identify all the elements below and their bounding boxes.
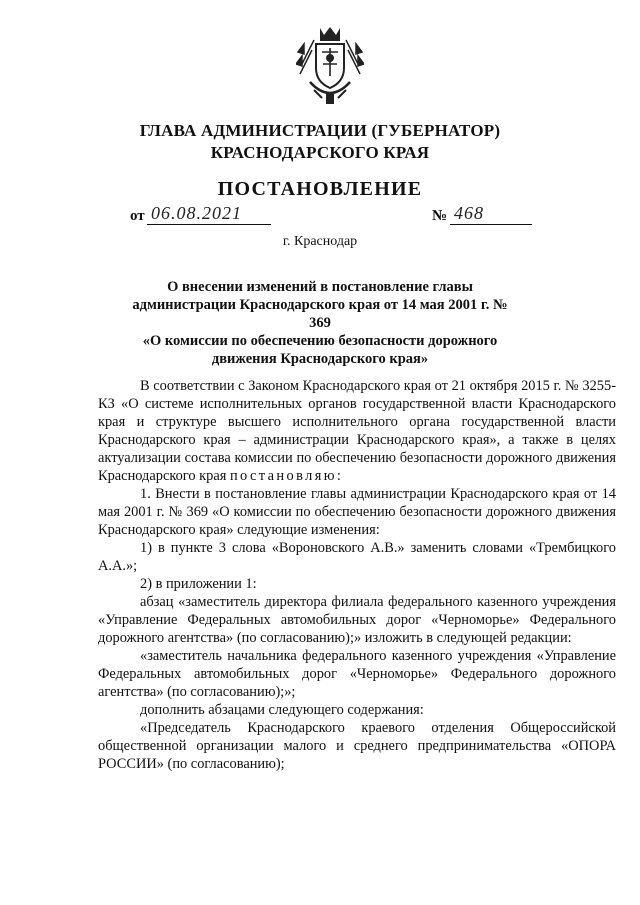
document-body bbox=[98, 377, 616, 773]
decree-word: постановляю: bbox=[229, 468, 344, 484]
body-paragraph: 1) в пункте 3 слова «Вороновского А.В.» заменить словами «Трембицкого А.А.»; bbox=[98, 540, 616, 574]
number-label: № bbox=[432, 208, 448, 224]
subject-line: «О комиссии по обеспечению безопасности дорожного bbox=[142, 333, 498, 349]
body-paragraph: «Председатель Краснодарского краевого отделения Общероссийской общественной организации малого и среднего предпринимательства «ОПОРА РОССИИ» (по согласованию); bbox=[98, 720, 616, 772]
coat-of-arms-icon bbox=[296, 24, 364, 108]
body-paragraph: абзац «заместитель директора филиала федерального казенного учреждения «Управление Федеральных автомобильных дорог «Черноморье» Федерального дорожного агентства» (по согласованию);» изложить в следующей редакции: bbox=[98, 594, 616, 646]
body-paragraph: «заместитель начальника федерального казенного учреждения «Управление Федеральных автомобильных дорог «Черноморье» Федерального дорожного агентства» (по согласованию);»; bbox=[98, 648, 616, 700]
authority-title-line1: ГЛАВА АДМИНИСТРАЦИИ (ГУБЕРНАТОР) bbox=[139, 121, 501, 140]
number-value: 468 bbox=[450, 203, 532, 225]
authority-title-line2: КРАСНОДАРСКОГО КРАЯ bbox=[210, 143, 430, 162]
body-paragraph bbox=[98, 377, 616, 485]
body-paragraph: дополнить абзацами следующего содержания: bbox=[140, 702, 424, 718]
subject-line: движения Краснодарского края» bbox=[211, 351, 429, 367]
subject-line: О внесении изменений в постановление главы bbox=[167, 279, 473, 295]
body-paragraph: 1. Внести в постановление главы администрации Краснодарского края от 14 мая 2001 г. № 369 «О комиссии по обеспечению безопасности дорожного движения Краснодарского края» следующие изменения: bbox=[98, 486, 616, 538]
subject-line: администрации Краснодарского края от 14 мая 2001 г. № 369 bbox=[132, 297, 508, 331]
date-value: 06.08.2021 bbox=[147, 203, 271, 225]
date-label: от bbox=[130, 208, 145, 224]
body-paragraph: 2) в приложении 1: bbox=[140, 576, 257, 592]
city: г. Краснодар bbox=[282, 234, 358, 249]
paragraph-text: В соответствии с Законом Краснодарского края от 21 октября 2015 г. № 3255-КЗ «О системе исполнительных органов государственной власти Краснодарского края и структуре высшего исполнительного органа государственной власти Краснодарского края – администрации Краснодарского края», а также в целях актуализации состава комиссии по обеспечению безопасности дорожного движения Краснодарского края bbox=[98, 378, 616, 484]
document-subject bbox=[120, 278, 520, 368]
document-type: ПОСТАНОВЛЕНИЕ bbox=[217, 178, 423, 200]
